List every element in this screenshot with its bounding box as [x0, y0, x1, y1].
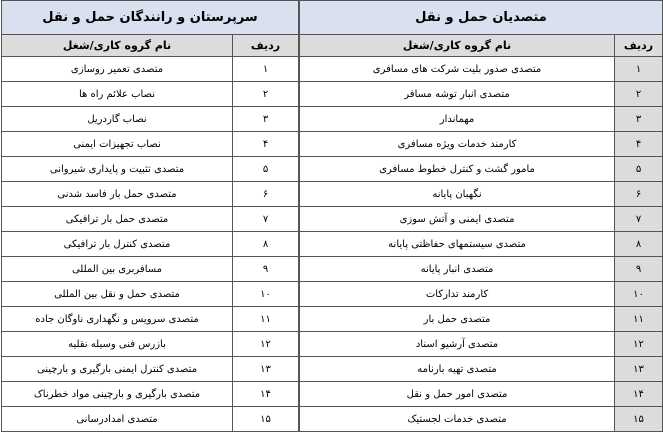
row-number: ۳	[233, 107, 299, 132]
row-number: ۶	[233, 182, 299, 207]
row-number: ۹	[615, 257, 663, 282]
table-row	[2, 107, 299, 132]
row-number: ۴	[615, 132, 663, 157]
row-number: ۱۵	[233, 407, 299, 432]
table-row	[2, 232, 299, 257]
job-title-cell: مسافربری بین المللی	[2, 257, 233, 282]
table-row	[300, 57, 663, 82]
table-row	[300, 257, 663, 282]
row-number: ۱۳	[615, 357, 663, 382]
job-title-cell: متصدی سرویس و نگهداری ناوگان جاده	[2, 307, 233, 332]
job-title-cell: متصدی صدور بلیت شرکت های مسافری	[300, 57, 615, 82]
row-number: ۸	[615, 232, 663, 257]
title-row	[300, 1, 663, 35]
row-number: ۱۴	[233, 382, 299, 407]
row-number: ۹	[233, 257, 299, 282]
job-title-cell: متصدی امدادرسانی	[2, 407, 233, 432]
table-row	[300, 157, 663, 182]
row-number: ۱	[233, 57, 299, 82]
column-header-num: ردیف	[233, 35, 299, 57]
row-number: ۱۲	[615, 332, 663, 357]
table-row	[2, 407, 299, 432]
job-title-cell: مهماندار	[300, 107, 615, 132]
title-row	[2, 1, 299, 35]
header-row	[300, 35, 663, 57]
row-number: ۱	[615, 57, 663, 82]
row-number: ۱۰	[615, 282, 663, 307]
table-row	[2, 182, 299, 207]
job-title-cell: متصدی تعمیر روسازی	[2, 57, 233, 82]
job-title-cell: متصدی آرشیو اسناد	[300, 332, 615, 357]
table-row	[300, 382, 663, 407]
table-row	[2, 257, 299, 282]
tables-sheet	[1, 0, 661, 425]
table-row	[300, 132, 663, 157]
job-title-cell: مامور گشت و کنترل خطوط مسافری	[300, 157, 615, 182]
table-row	[2, 332, 299, 357]
job-title-cell: بازرس فنی وسیله نقلیه	[2, 332, 233, 357]
table-row	[300, 82, 663, 107]
job-title-cell: متصدی حمل بار ترافیکی	[2, 207, 233, 232]
job-title-cell: متصدی حمل بار فاسد شدنی	[2, 182, 233, 207]
job-title-cell: متصدی تثبیت و پایداری شیروانی	[2, 157, 233, 182]
row-number: ۴	[233, 132, 299, 157]
row-number: ۵	[233, 157, 299, 182]
job-title-cell: متصدی تهیه بارنامه	[300, 357, 615, 382]
table-title: سرپرستان و رانندگان حمل و نقل	[2, 1, 299, 35]
row-number: ۷	[233, 207, 299, 232]
table-row	[2, 307, 299, 332]
row-number: ۱۱	[233, 307, 299, 332]
column-header-name: نام گروه کاری/شغل	[2, 35, 233, 57]
column-header-name: نام گروه کاری/شغل	[300, 35, 615, 57]
job-title-cell: نصاب تجهیزات ایمنی	[2, 132, 233, 157]
row-number: ۷	[615, 207, 663, 232]
job-title-cell: متصدی حمل و نقل بین المللی	[2, 282, 233, 307]
table-row	[300, 307, 663, 332]
job-title-cell: نصاب گاردریل	[2, 107, 233, 132]
table-row	[2, 157, 299, 182]
job-title-cell: متصدی حمل بار	[300, 307, 615, 332]
row-number: ۱۱	[615, 307, 663, 332]
row-number: ۱۵	[615, 407, 663, 432]
row-number: ۱۳	[233, 357, 299, 382]
job-title-cell: متصدی خدمات لجستیک	[300, 407, 615, 432]
row-number: ۲	[233, 82, 299, 107]
table-row	[300, 107, 663, 132]
job-title-cell: متصدی امور حمل و نقل	[300, 382, 615, 407]
job-title-cell: متصدی ایمنی و آتش سوزی	[300, 207, 615, 232]
table-row	[300, 182, 663, 207]
table-row	[2, 282, 299, 307]
table-row	[300, 232, 663, 257]
row-number: ۱۰	[233, 282, 299, 307]
table-row	[300, 357, 663, 382]
column-header-num: ردیف	[615, 35, 663, 57]
job-title-cell: نصاب علائم راه ها	[2, 82, 233, 107]
table-row	[2, 132, 299, 157]
job-title-cell: کارمند خدمات ویژه مسافری	[300, 132, 615, 157]
table-title: متصدیان حمل و نقل	[300, 1, 663, 35]
table-row	[300, 332, 663, 357]
job-title-cell: متصدی انبار توشه مسافر	[300, 82, 615, 107]
job-title-cell: متصدی کنترل بار ترافیکی	[2, 232, 233, 257]
table-row	[2, 357, 299, 382]
header-row	[2, 35, 299, 57]
job-title-cell: نگهبان پایانه	[300, 182, 615, 207]
table-row	[2, 382, 299, 407]
job-title-cell: متصدی سیستمهای حفاظتی پایانه	[300, 232, 615, 257]
row-number: ۳	[615, 107, 663, 132]
row-number: ۱۴	[615, 382, 663, 407]
job-title-cell: متصدی بارگیری و بارچینی مواد خطرناک	[2, 382, 233, 407]
table-row	[300, 207, 663, 232]
table-row	[2, 82, 299, 107]
job-title-cell: کارمند تدارکات	[300, 282, 615, 307]
row-number: ۸	[233, 232, 299, 257]
table-row	[2, 57, 299, 82]
drivers-table	[1, 0, 299, 432]
table-row	[300, 407, 663, 432]
row-number: ۱۲	[233, 332, 299, 357]
table-row	[2, 207, 299, 232]
job-title-cell: متصدی کنترل ایمنی بارگیری و بارچینی	[2, 357, 233, 382]
job-title-cell: متصدی انبار پایانه	[300, 257, 615, 282]
table-row	[300, 282, 663, 307]
row-number: ۵	[615, 157, 663, 182]
transport-operators-table	[299, 0, 663, 432]
row-number: ۲	[615, 82, 663, 107]
row-number: ۶	[615, 182, 663, 207]
